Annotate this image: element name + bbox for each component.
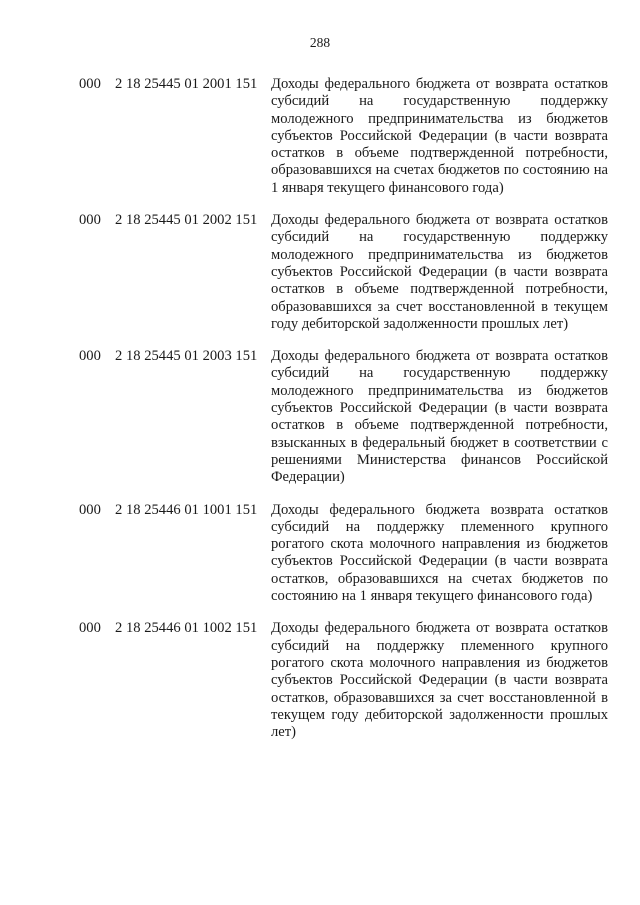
- kbk-code: 2 18 25445 01 2001 151: [115, 76, 258, 92]
- budget-code-entry: [0, 348, 640, 486]
- income-description: Доходы федерального бюджета возврата остатков субсидий на поддержку племенного крупного рогатого скота молочного направления из бюджетов субъектов Российской Федерации (в части возврата остатков, образовавшихся на счетах бюджетов по состоянию на 1 января текущего финансового года): [271, 501, 608, 605]
- kbk-code: 2 18 25446 01 1002 151: [115, 620, 258, 637]
- income-description: Доходы федерального бюджета от возврата остатков субсидий на государственную поддержку молодежного предпринимательства из бюджетов субъектов Российской Федерации (в части возврата остатков в объеме подтвержденной потребности, взысканных в федеральный бюджет в соответствии с решениями Министерства финансов Российской Федерации): [271, 348, 608, 486]
- admin-code: 000: [79, 620, 101, 637]
- income-description: Доходы федерального бюджета от возврата остатков субсидий на государственную поддержку молодежного предпринимательства из бюджетов субъектов Российской Федерации (в части возврата остатков в объеме подтвержденной потребности, образовавшихся на счетах бюджетов по состоянию на 1 января текущего финансового года): [271, 76, 608, 196]
- kbk-code: 2 18 25446 01 1001 151: [115, 501, 258, 518]
- admin-code: 000: [79, 501, 101, 518]
- budget-code-entry: [0, 502, 640, 606]
- budget-code-entry: [0, 620, 640, 741]
- page-number: 288: [309, 35, 331, 50]
- budget-code-entry: [0, 76, 640, 197]
- kbk-code: 2 18 25445 01 2002 151: [115, 212, 258, 229]
- budget-code-entry: [0, 212, 640, 333]
- kbk-code: 2 18 25445 01 2003 151: [115, 348, 258, 365]
- income-description: Доходы федерального бюджета от возврата остатков субсидий на государственную поддержку молодежного предпринимательства из бюджетов субъектов Российской Федерации (в части возврата остатков в объеме подтвержденной потребности, образовавшихся за счет восстановленной в текущем году дебиторской задолженности прошлых лет): [271, 212, 608, 332]
- income-description: Доходы федерального бюджета от возврата остатков субсидий на поддержку племенного крупного рогатого скота молочного направления из бюджетов субъектов Российской Федерации (в части возврата остатков, образовавшихся за счет восстановленной в текущем году дебиторской задолженности прошлых лет): [271, 620, 608, 741]
- admin-code: 000: [79, 348, 101, 365]
- admin-code: 000: [79, 76, 101, 92]
- admin-code: 000: [79, 212, 101, 229]
- budget-code-list: [0, 76, 640, 756]
